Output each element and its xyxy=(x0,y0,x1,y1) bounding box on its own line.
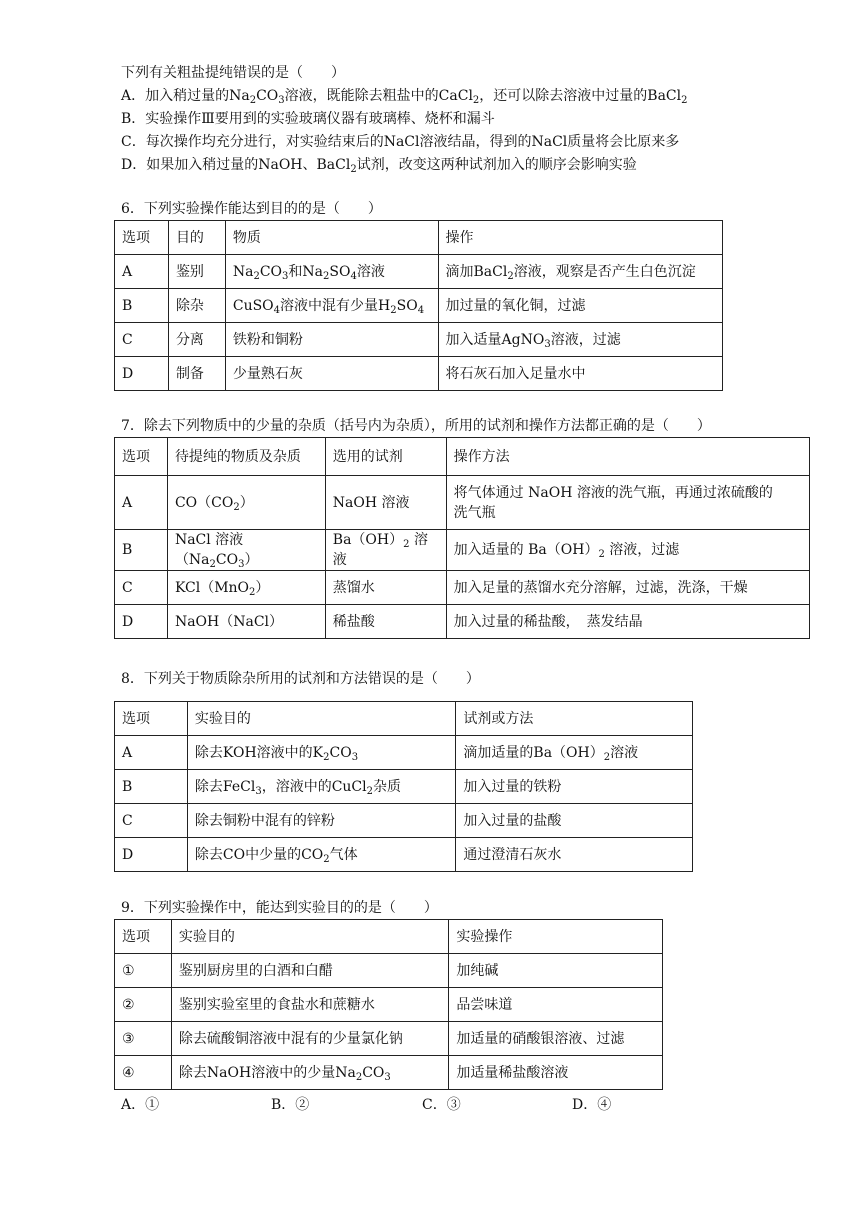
q9-header-goal: 实验目的 xyxy=(171,920,448,954)
q9-row-2 xyxy=(115,988,663,1022)
q6-row-c-operation: 加入适量AgNO$_3$溶液，过滤 xyxy=(438,323,722,357)
q9-row-3-operation: 加适量的硝酸银溶液、过滤 xyxy=(449,1022,663,1056)
q8-row-c xyxy=(115,804,693,838)
q6-row-b-option: B xyxy=(115,289,169,323)
q9-table xyxy=(114,919,663,1090)
q7-row-a-material: $CO(CO_2)$ xyxy=(167,476,325,530)
q6-row-c-option: C xyxy=(115,323,169,357)
q6-row-c-goal: 分离 xyxy=(168,323,225,357)
q6-row-d-material: 少量熟石灰 xyxy=(225,357,438,391)
q6-row-d xyxy=(115,357,723,391)
q7-row-d-method: 加入过量的稀盐酸， 蒸发结晶 xyxy=(446,605,809,639)
q9-header-row xyxy=(115,920,663,954)
q7-row-c-reagent: 蒸馏水 xyxy=(325,571,446,605)
q8-header-option: 选项 xyxy=(115,702,188,736)
q8-row-a-method: 滴加适量的$Ba(OH)_2$溶液 xyxy=(456,736,693,770)
q9-row-1-operation: 加纯碱 xyxy=(449,954,663,988)
q7-row-b xyxy=(115,530,810,571)
q6-row-b-material: CuSO$_4$溶液中混有少量$H_2SO_4$ xyxy=(225,289,438,323)
q9-row-4-option: ④ xyxy=(115,1056,172,1090)
q9-header-operation: 实验操作 xyxy=(449,920,663,954)
intro-option-c: C．每次操作均充分进行，对实验结束后的NaCl溶液结晶，得到的NaCl质量将会比原来多 xyxy=(121,134,680,150)
q7-header-option: 选项 xyxy=(115,438,168,476)
q9-row-4-goal: 除去NaOH溶液中的少量$Na_2CO_3$ xyxy=(171,1056,448,1090)
q7-row-a-reagent: NaOH 溶液 xyxy=(325,476,446,530)
q9-answer-b: B．② xyxy=(271,1097,310,1113)
q6-row-d-goal: 制备 xyxy=(168,357,225,391)
q7-row-d-material: NaOH（NaCl） xyxy=(167,605,325,639)
q8-row-d-goal: 除去CO中少量的$CO_2$气体 xyxy=(187,838,456,872)
q7-row-b-method: 加入适量的 $Ba(OH)_2$ 溶液，过滤 xyxy=(446,530,809,571)
q7-header-reagent: 选用的试剂 xyxy=(325,438,446,476)
q9-row-3-goal: 除去硫酸铜溶液中混有的少量氯化钠 xyxy=(171,1022,448,1056)
q6-row-b-operation: 加过量的氧化铜，过滤 xyxy=(438,289,722,323)
q7-row-a-option: A xyxy=(115,476,168,530)
q8-row-d-method: 通过澄清石灰水 xyxy=(456,838,693,872)
q8-row-b-goal: 除去FeCl$_3$，溶液中的CuCl$_2$杂质 xyxy=(187,770,456,804)
q8-row-c-method: 加入过量的盐酸 xyxy=(456,804,693,838)
q7-row-d-option: D xyxy=(115,605,168,639)
q9-stem: 9．下列实验操作中，能达到实验目的的是（ ） xyxy=(121,900,438,916)
q6-header-goal: 目的 xyxy=(168,221,225,255)
q6-header-row xyxy=(115,221,723,255)
q6-row-c xyxy=(115,323,723,357)
q8-row-b-method: 加入过量的铁粉 xyxy=(456,770,693,804)
q7-row-d xyxy=(115,605,810,639)
q7-row-c-option: C xyxy=(115,571,168,605)
q7-row-b-material: NaCl 溶液$(Na_2CO_3)$ xyxy=(167,530,325,571)
q6-row-b-goal: 除杂 xyxy=(168,289,225,323)
q8-row-a-option: A xyxy=(115,736,188,770)
q7-row-b-option: B xyxy=(115,530,168,571)
q6-row-a xyxy=(115,255,723,289)
q6-row-b xyxy=(115,289,723,323)
q6-row-a-material: $Na_2CO_3$和$Na_2SO_4$溶液 xyxy=(225,255,438,289)
q9-row-1-goal: 鉴别厨房里的白酒和白醋 xyxy=(171,954,448,988)
q7-row-a-method: 将气体通过 NaOH 溶液的洗气瓶，再通过浓硫酸的 洗气瓶 xyxy=(446,476,809,530)
q6-row-c-material: 铁粉和铜粉 xyxy=(225,323,438,357)
q7-row-a xyxy=(115,476,810,530)
q8-row-c-goal: 除去铜粉中混有的锌粉 xyxy=(187,804,456,838)
q8-row-a xyxy=(115,736,693,770)
q6-row-a-goal: 鉴别 xyxy=(168,255,225,289)
q6-header-option: 选项 xyxy=(115,221,169,255)
q9-answer-a: A．① xyxy=(121,1097,160,1113)
q9-answer-c: C．③ xyxy=(422,1097,461,1113)
q6-row-a-option: A xyxy=(115,255,169,289)
q8-header-method: 试剂或方法 xyxy=(456,702,693,736)
q9-row-4 xyxy=(115,1056,663,1090)
q6-table xyxy=(114,220,723,391)
intro-option-d: D．如果加入稍过量的NaOH、BaCl$_2$试剂，改变这两种试剂加入的顺序会影响实验 xyxy=(121,157,637,175)
q9-row-3-option: ③ xyxy=(115,1022,172,1056)
q6-header-material: 物质 xyxy=(225,221,438,255)
intro-option-a: A．加入稍过量的$Na_2CO_3$溶液，既能除去粗盐中的CaCl$_2$，还可以除去溶液中过量的BaCl$_2$ xyxy=(121,88,688,106)
q8-row-d xyxy=(115,838,693,872)
q7-row-b-reagent: $Ba(OH)_2$ 溶液 xyxy=(325,530,446,571)
q7-row-c-material: KCl（MnO$_2$） xyxy=(167,571,325,605)
q6-header-operation: 操作 xyxy=(438,221,722,255)
q9-row-2-operation: 品尝味道 xyxy=(449,988,663,1022)
q7-stem: 7．除去下列物质中的少量的杂质（括号内为杂质），所用的试剂和操作方法都正确的是（ ） xyxy=(121,418,711,434)
q9-header-option: 选项 xyxy=(115,920,172,954)
q7-row-c-method: 加入足量的蒸馏水充分溶解，过滤，洗涤，干燥 xyxy=(446,571,809,605)
q9-row-3 xyxy=(115,1022,663,1056)
q8-header-row xyxy=(115,702,693,736)
q9-row-4-operation: 加适量稀盐酸溶液 xyxy=(449,1056,663,1090)
q8-row-c-option: C xyxy=(115,804,188,838)
q8-row-d-option: D xyxy=(115,838,188,872)
q6-row-d-operation: 将石灰石加入足量水中 xyxy=(438,357,722,391)
q7-header-row xyxy=(115,438,810,476)
q6-row-d-option: D xyxy=(115,357,169,391)
q7-row-d-reagent: 稀盐酸 xyxy=(325,605,446,639)
q9-row-2-option: ② xyxy=(115,988,172,1022)
q8-row-b xyxy=(115,770,693,804)
q6-row-a-operation: 滴加BaCl$_2$溶液，观察是否产生白色沉淀 xyxy=(438,255,722,289)
q9-row-1-option: ① xyxy=(115,954,172,988)
q8-header-goal: 实验目的 xyxy=(187,702,456,736)
q8-table xyxy=(114,701,693,872)
q8-row-a-goal: 除去KOH溶液中的$K_2CO_3$ xyxy=(187,736,456,770)
q7-header-method: 操作方法 xyxy=(446,438,809,476)
q6-stem: 6．下列实验操作能达到目的的是（ ） xyxy=(121,201,382,217)
q7-row-c xyxy=(115,571,810,605)
intro-stem: 下列有关粗盐提纯错误的是（ ） xyxy=(121,65,345,81)
q7-header-material: 待提纯的物质及杂质 xyxy=(167,438,325,476)
q9-row-1 xyxy=(115,954,663,988)
q7-table xyxy=(114,437,810,639)
intro-option-b: B．实验操作Ⅲ要用到的实验玻璃仪器有玻璃棒、烧杯和漏斗 xyxy=(121,111,495,127)
q9-row-2-goal: 鉴别实验室里的食盐水和蔗糖水 xyxy=(171,988,448,1022)
q9-answer-d: D．④ xyxy=(572,1097,612,1113)
q8-row-b-option: B xyxy=(115,770,188,804)
q8-stem: 8．下列关于物质除杂所用的试剂和方法错误的是（ ） xyxy=(121,671,480,687)
